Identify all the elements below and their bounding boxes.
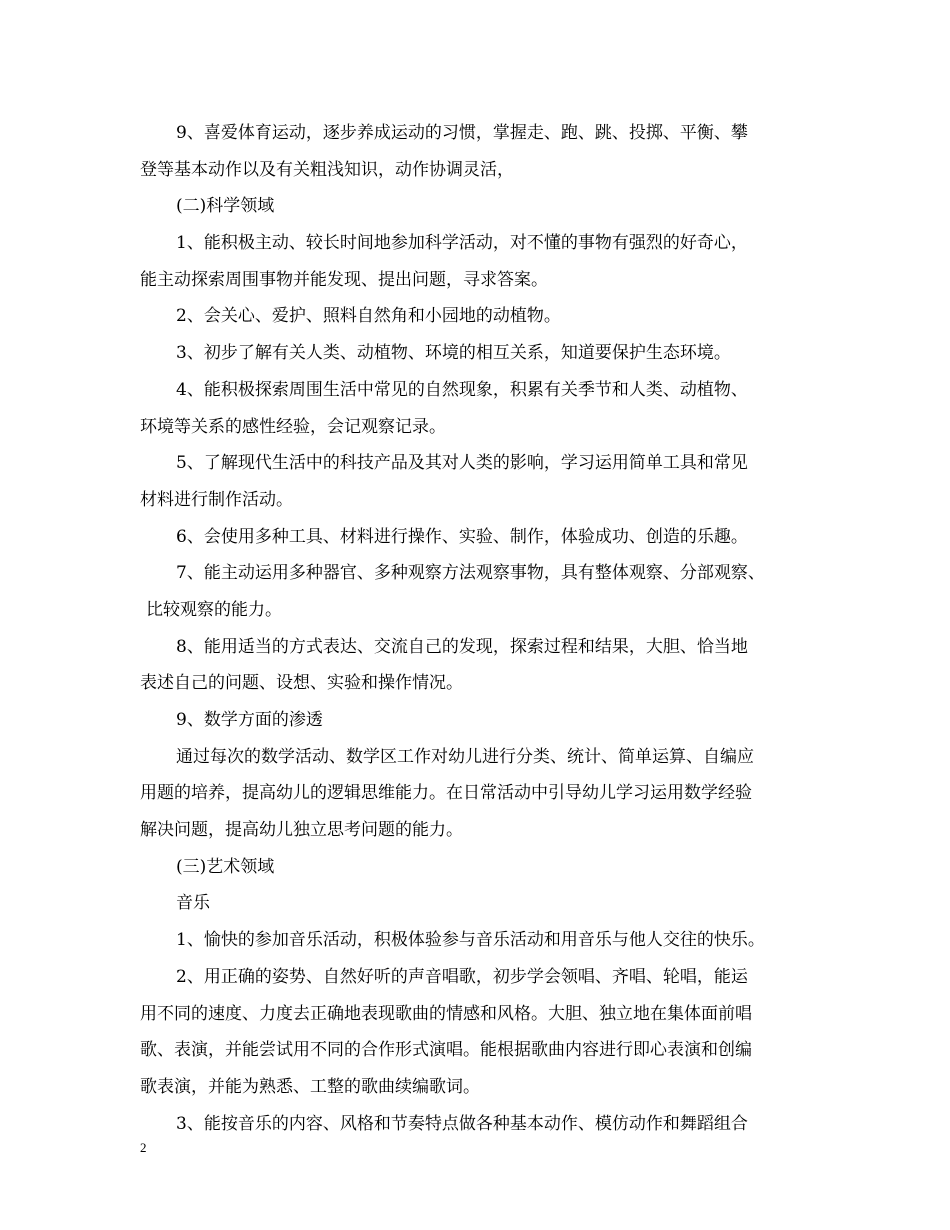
text-line: (三)艺术领域 [176,856,275,877]
text-line: 表述自己的问题、设想、实验和操作情况。 [140,673,463,694]
text-line: 通过每次的数学活动、数学区工作对幼儿进行分类、统计、简单运算、自编应 [176,746,754,767]
text-line: 音乐 [176,893,210,914]
text-line: 4、能积极探索周围生活中常见的自然现象，积累有关季节和人类、动植物、 [176,379,748,400]
text-line: 5、了解现代生活中的科技产品及其对人类的影响，学习运用简单工具和常见 [176,453,748,474]
text-line: 9、喜爱体育运动，逐步养成运动的习惯，掌握走、跑、跳、投掷、平衡、攀 [176,123,748,143]
text-line: 比较观察的能力。 [146,599,282,620]
text-line: 歌、表演，并能尝试用不同的合作形式演唱。能根据歌曲内容进行即心表演和创编 [140,1040,752,1061]
text-line: 1、愉快的参加音乐活动，积极体验参与音乐活动和用音乐与他人交往的快乐。 [176,930,765,951]
text-line: (二)科学领域 [176,196,275,217]
text-line: 9、数学方面的渗透 [176,710,323,730]
text-line: 2、用正确的姿势、自然好听的声音唱歌，初步学会领唱、齐唱、轮唱，能运 [176,966,748,987]
text-line: 3、能按音乐的内容、风格和节奏特点做各种基本动作、模仿动作和舞蹈组合 [176,1113,748,1134]
text-line: 用不同的速度、力度去正确地表现歌曲的情感和风格。大胆、独立地在集体面前唱 [140,1003,752,1024]
body-text [140,115,820,1142]
page-number: 2 [140,1140,147,1155]
text-line: 解决问题，提高幼儿独立思考问题的能力。 [140,820,463,841]
text-line: 1、能积极主动、较长时间地参加科学活动，对不懂的事物有强烈的好奇心， [176,233,748,254]
text-line: 6、会使用多种工具、材料进行操作、实验、制作，体验成功、创造的乐趣。 [176,526,748,547]
text-line: 3、初步了解有关人类、动植物、环境的相互关系，知道要保护生态环境。 [176,343,731,364]
text-line: 歌表演，并能为熟悉、工整的歌曲续编歌词。 [140,1076,480,1097]
text-line: 2、会关心、爱护、照料自然角和小园地的动植物。 [176,306,561,327]
text-line: 7、能主动运用多种器官、多种观察方法观察事物，具有整体观察、分部观察、 [176,563,765,584]
text-line: 环境等关系的感性经验，会记观察记录。 [140,416,446,437]
text-line: 8、能用适当的方式表达、交流自己的发现，探索过程和结果，大胆、恰当地 [176,636,748,657]
text-line: 用题的培养，提高幼儿的逻辑思维能力。在日常活动中引导幼儿学习运用数学经验 [140,783,752,804]
text-line: 能主动探索周围事物并能发现、提出问题，寻求答案。 [140,269,548,290]
text-line: 登等基本动作以及有关粗浅知识，动作协调灵活， [140,159,514,180]
text-line: 材料进行制作活动。 [140,489,293,510]
